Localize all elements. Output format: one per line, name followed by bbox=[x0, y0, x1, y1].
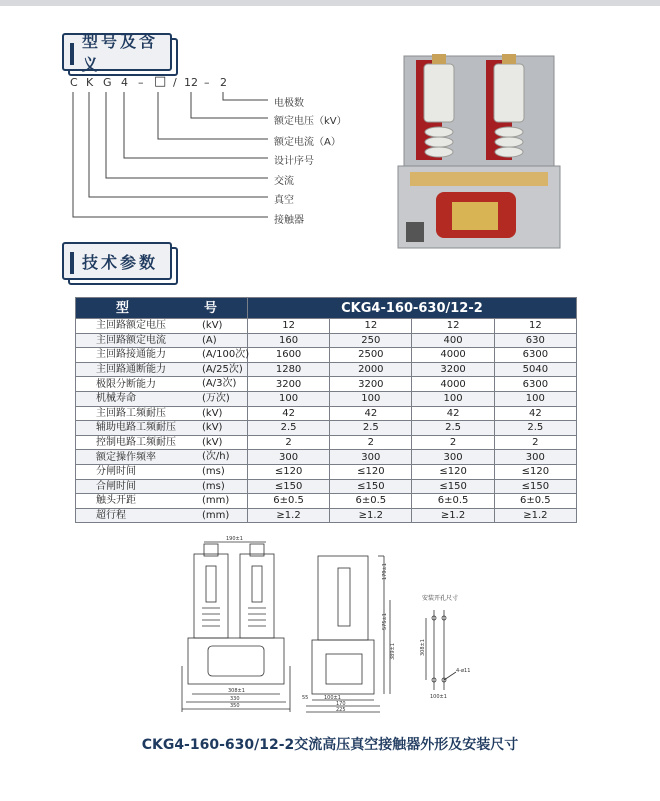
meaning-label: 真空 bbox=[274, 195, 294, 206]
value-cell: ≤150 bbox=[330, 479, 412, 494]
value-cell: ≤120 bbox=[412, 464, 494, 479]
param-cell bbox=[76, 508, 248, 523]
code-letter: □ bbox=[154, 74, 167, 89]
value-cell: 2.5 bbox=[494, 421, 576, 436]
mount-title: 安装开孔尺寸 bbox=[422, 595, 459, 602]
param-name: 极限分断能力 bbox=[96, 378, 156, 390]
product-photo bbox=[386, 42, 572, 256]
value-cell: 3200 bbox=[412, 362, 494, 377]
value-cell: 300 bbox=[494, 450, 576, 465]
param-unit: (A/100次) bbox=[202, 349, 250, 361]
param-name: 控制电路工频耐压 bbox=[96, 437, 176, 449]
value-cell: 1600 bbox=[247, 348, 329, 363]
table-row bbox=[76, 464, 577, 479]
value-cell: ≥1.2 bbox=[247, 508, 329, 523]
value-cell: 3200 bbox=[247, 377, 329, 392]
table-row bbox=[76, 450, 577, 465]
table-row bbox=[76, 377, 577, 392]
front-dim-top: 190±1 bbox=[226, 536, 243, 542]
value-cell: 400 bbox=[412, 333, 494, 348]
value-cell: ≤120 bbox=[330, 464, 412, 479]
side-dim-3: 100±1 bbox=[324, 695, 341, 701]
meaning-label: 额定电流（A） bbox=[274, 137, 341, 148]
param-cell bbox=[76, 319, 248, 334]
table-header-row bbox=[76, 298, 577, 319]
param-name: 额定操作频率 bbox=[96, 451, 156, 463]
value-cell: ≤150 bbox=[247, 479, 329, 494]
param-name: 触头开距 bbox=[96, 495, 136, 507]
value-cell: 2 bbox=[494, 435, 576, 450]
side-dim-5: 225 bbox=[336, 707, 346, 713]
value-cell: 4000 bbox=[412, 377, 494, 392]
param-name: 主回路额定电流 bbox=[96, 334, 166, 346]
param-unit: (mm) bbox=[202, 495, 230, 507]
front-dim-3: 350 bbox=[230, 703, 240, 709]
param-name: 主回路额定电压 bbox=[96, 320, 166, 332]
value-cell: 2.5 bbox=[247, 421, 329, 436]
param-name: 超行程 bbox=[96, 510, 126, 522]
code-letter: K bbox=[86, 76, 94, 89]
code-letter: – bbox=[138, 76, 144, 89]
header-model: CKG4-160-630/12-2 bbox=[247, 298, 576, 319]
value-cell: 100 bbox=[247, 391, 329, 406]
value-cell: ≥1.2 bbox=[412, 508, 494, 523]
value-cell: ≤120 bbox=[494, 464, 576, 479]
value-cell: 6300 bbox=[494, 377, 576, 392]
spec-table bbox=[75, 297, 577, 523]
param-unit: (A/3次) bbox=[202, 378, 237, 390]
table-row bbox=[76, 406, 577, 421]
value-cell: ≤150 bbox=[412, 479, 494, 494]
code-letter: – bbox=[204, 76, 210, 89]
value-cell: 250 bbox=[330, 333, 412, 348]
value-cell: 2.5 bbox=[412, 421, 494, 436]
value-cell: 100 bbox=[494, 391, 576, 406]
side-view-drawing bbox=[300, 550, 400, 716]
code-letter: C bbox=[70, 76, 78, 89]
value-cell: 12 bbox=[247, 319, 329, 334]
value-cell: 6300 bbox=[494, 348, 576, 363]
value-cell: 42 bbox=[330, 406, 412, 421]
front-dim-2: 330 bbox=[230, 696, 240, 702]
param-cell bbox=[76, 421, 248, 436]
code-letter: / bbox=[173, 76, 177, 89]
param-name: 主回路工频耐压 bbox=[96, 407, 166, 419]
param-cell bbox=[76, 406, 248, 421]
param-name: 辅助电路工频耐压 bbox=[96, 422, 176, 434]
param-name: 合闸时间 bbox=[96, 480, 136, 492]
table-row bbox=[76, 494, 577, 509]
param-name: 机械寿命 bbox=[96, 393, 136, 405]
param-name: 主回路接通能力 bbox=[96, 349, 166, 361]
param-unit: (次/h) bbox=[202, 451, 230, 463]
param-cell bbox=[76, 333, 248, 348]
value-cell: 42 bbox=[494, 406, 576, 421]
front-dim-1: 308±1 bbox=[228, 688, 245, 694]
section-model-title: 型号及含义 bbox=[62, 33, 172, 71]
param-unit: (kV) bbox=[202, 436, 223, 448]
param-unit: (ms) bbox=[202, 465, 225, 477]
meaning-label: 交流 bbox=[274, 176, 294, 187]
section-spec-header bbox=[62, 242, 172, 280]
table-row bbox=[76, 362, 577, 377]
header-type-a: 型 bbox=[116, 300, 132, 316]
header-type-b: 号 bbox=[203, 300, 219, 316]
param-cell bbox=[76, 348, 248, 363]
mount-dim-0: 308±1 bbox=[420, 639, 426, 656]
side-dim-1: 575±1 bbox=[382, 613, 388, 630]
param-unit: (ms) bbox=[202, 480, 225, 492]
param-unit: (mm) bbox=[202, 509, 230, 521]
table-row bbox=[76, 333, 577, 348]
header-type-cell bbox=[76, 298, 248, 319]
value-cell: 6±0.5 bbox=[494, 494, 576, 509]
table-row bbox=[76, 348, 577, 363]
value-cell: 6±0.5 bbox=[412, 494, 494, 509]
param-cell bbox=[76, 450, 248, 465]
param-cell bbox=[76, 464, 248, 479]
table-row bbox=[76, 391, 577, 406]
value-cell: 2000 bbox=[330, 362, 412, 377]
side-dim-0: 179±1 bbox=[382, 563, 388, 580]
param-unit: (kV) bbox=[202, 320, 223, 331]
value-cell: 12 bbox=[330, 319, 412, 334]
param-name: 主回路通断能力 bbox=[96, 364, 166, 376]
value-cell: 300 bbox=[412, 450, 494, 465]
param-name: 分闸时间 bbox=[96, 466, 136, 478]
value-cell: 100 bbox=[412, 391, 494, 406]
table-row bbox=[76, 508, 577, 523]
value-cell: 2500 bbox=[330, 348, 412, 363]
value-cell: ≤120 bbox=[247, 464, 329, 479]
code-letter: 12 bbox=[184, 76, 198, 89]
side-dim-4: 170 bbox=[336, 701, 346, 707]
param-cell bbox=[76, 362, 248, 377]
code-letter: 4 bbox=[121, 76, 128, 89]
value-cell: 300 bbox=[247, 450, 329, 465]
value-cell: 2 bbox=[247, 435, 329, 450]
value-cell: ≤150 bbox=[494, 479, 576, 494]
code-letter: G bbox=[103, 76, 112, 89]
value-cell: 160 bbox=[247, 333, 329, 348]
value-cell: 3200 bbox=[330, 377, 412, 392]
value-cell: 2.5 bbox=[330, 421, 412, 436]
table-row bbox=[76, 435, 577, 450]
value-cell: 5040 bbox=[494, 362, 576, 377]
value-cell: 42 bbox=[412, 406, 494, 421]
code-letter: 2 bbox=[220, 76, 227, 89]
param-unit: (A/25次) bbox=[202, 363, 243, 375]
value-cell: 2 bbox=[412, 435, 494, 450]
value-cell: 100 bbox=[330, 391, 412, 406]
meaning-label: 额定电压（kV） bbox=[274, 116, 347, 127]
param-cell bbox=[76, 494, 248, 509]
value-cell: ≥1.2 bbox=[330, 508, 412, 523]
param-cell bbox=[76, 479, 248, 494]
meaning-label: 设计序号 bbox=[274, 156, 314, 167]
value-cell: ≥1.2 bbox=[494, 508, 576, 523]
value-cell: 300 bbox=[330, 450, 412, 465]
value-cell: 630 bbox=[494, 333, 576, 348]
drawing-caption: CKG4-160-630/12-2交流高压真空接触器外形及安装尺寸 bbox=[141, 737, 519, 753]
param-unit: (kV) bbox=[202, 407, 223, 419]
param-unit: (万次) bbox=[202, 392, 230, 404]
value-cell: 6±0.5 bbox=[330, 494, 412, 509]
value-cell: 42 bbox=[247, 406, 329, 421]
value-cell: 2 bbox=[330, 435, 412, 450]
side-dim-2: 389±1 bbox=[390, 643, 396, 660]
meaning-label: 接触器 bbox=[274, 215, 304, 226]
side-dim-6: 55 bbox=[302, 695, 309, 701]
value-cell: 12 bbox=[494, 319, 576, 334]
value-cell: 4000 bbox=[412, 348, 494, 363]
table-row bbox=[76, 479, 577, 494]
table-row bbox=[76, 421, 577, 436]
spec-table-body bbox=[76, 319, 577, 523]
meaning-label: 电极数 bbox=[274, 98, 304, 109]
value-cell: 6±0.5 bbox=[247, 494, 329, 509]
param-cell bbox=[76, 435, 248, 450]
param-cell bbox=[76, 377, 248, 392]
table-row bbox=[76, 319, 577, 334]
section-spec-title: 技术参数 bbox=[62, 242, 172, 280]
param-unit: (A) bbox=[202, 334, 217, 346]
mount-dim-1: 100±1 bbox=[430, 694, 447, 700]
param-cell bbox=[76, 391, 248, 406]
mount-dim-2: 4-ø11 bbox=[456, 668, 471, 674]
front-view-drawing bbox=[180, 536, 300, 716]
mount-hole-drawing bbox=[410, 590, 490, 710]
param-unit: (kV) bbox=[202, 422, 223, 434]
value-cell: 12 bbox=[412, 319, 494, 334]
value-cell: 1280 bbox=[247, 362, 329, 377]
